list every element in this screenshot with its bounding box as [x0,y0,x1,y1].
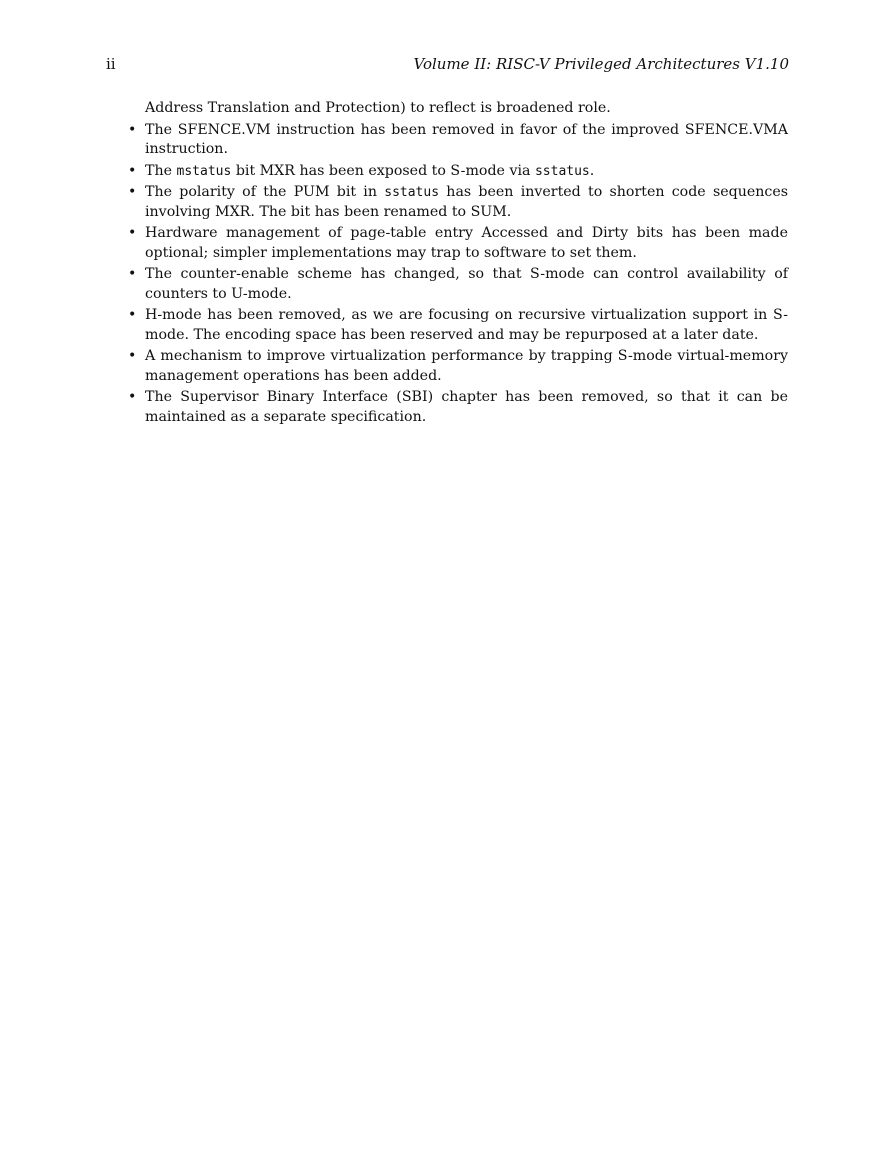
list-item-mxr [128,162,788,182]
list-item-text: The counter-enable scheme has changed, so that S-mode can control availability of counters to U-mode. [145,266,788,302]
bullet-icon: • [128,266,137,282]
changes-list [128,121,788,428]
document-body [128,99,788,429]
bullet-icon: • [128,121,137,138]
list-item-counter-enable [128,265,788,304]
list-item-virtualization [128,347,788,386]
text-segment: The polarity of the PUM bit in [145,184,385,200]
continued-paragraph: Address Translation and Protection) to reflect is broadened role. [145,100,611,116]
list-item-text: The SFENCE.VM instruction has been removed in favor of the improved SFENCE.VMA instruction. [145,121,788,157]
list-item-h-mode [128,306,788,345]
list-item-text: Hardware management of page-table entry Accessed and Dirty bits has been made optional; simpler implementations may trap to software to set them. [145,225,788,261]
bullet-icon: • [128,307,137,323]
list-item-text: The Supervisor Binary Interface (SBI) chapter has been removed, so that it can be maintained as a separate specification. [145,389,788,425]
bullet-icon: • [128,184,137,200]
register-name-sstatus: sstatus [534,163,590,179]
text-segment: . [589,162,595,179]
register-name-mstatus: mstatus [176,163,232,179]
page-header [106,54,789,74]
list-item-sfence [128,121,788,160]
list-item-pum [128,183,788,222]
running-title: Volume II: RISC-V Privileged Architectures V1.10 [413,55,789,73]
text-segment: bit MXR has been exposed to S-mode via [231,162,535,179]
list-item-sbi [128,388,788,427]
list-item-text: H-mode has been removed, as we are focusing on recursive virtualization support in S-mode. The encoding space has been reserved and may be repurposed at a later date. [145,307,788,343]
list-item-text [145,184,788,220]
list-item-text [145,163,594,179]
register-name-sstatus: sstatus [384,185,440,200]
bullet-icon: • [128,162,137,179]
text-segment: The [145,162,177,179]
page-number: ii [106,55,116,73]
bullet-icon: • [128,225,137,241]
text-segment: has been inverted to shorten code sequences involving MXR. The bit has been renamed to SUM. [145,184,788,220]
bullet-icon: • [128,389,137,405]
list-item-hardware-management [128,224,788,263]
bullet-icon: • [128,348,137,364]
list-item-text: A mechanism to improve virtualization performance by trapping S-mode virtual-memory management operations has been added. [145,348,788,384]
